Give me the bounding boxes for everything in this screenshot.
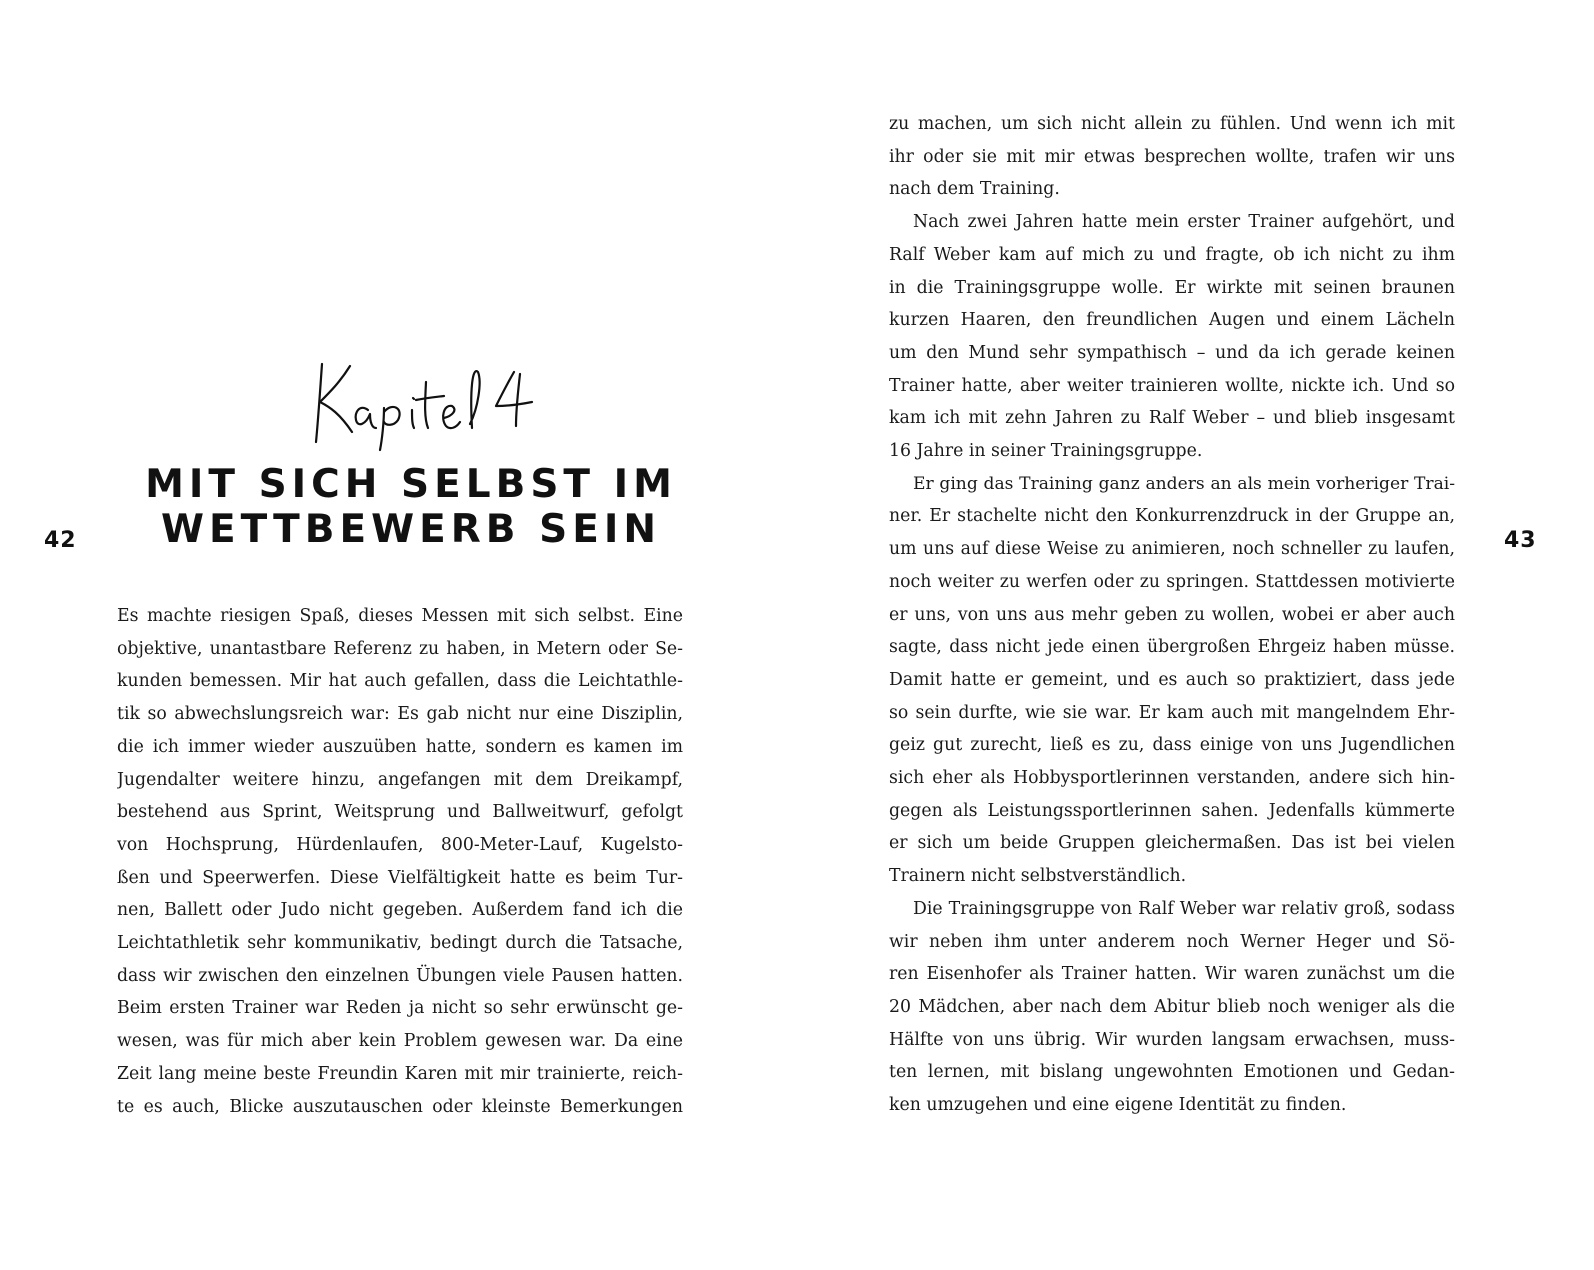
text-line: Jugendalter weitere hinzu, angefangen mit dem Dreikampf, bbox=[117, 769, 683, 790]
page-number-right: 43 bbox=[1504, 528, 1537, 553]
text-line: Er ging das Training ganz anders an als mein vorheriger Trai- bbox=[913, 473, 1455, 494]
text-line: Trainer hatte, aber weiter trainieren wollte, nickte ich. Und so bbox=[889, 375, 1455, 396]
right-page bbox=[797, 0, 1594, 1270]
text-line: Ralf Weber kam auf mich zu und fragte, ob ich nicht zu ihm bbox=[889, 244, 1455, 265]
text-line: Nach zwei Jahren hatte mein erster Trainer aufgehört, und bbox=[913, 212, 1455, 233]
chapter-title-line-1: MIT SICH SELBST IM bbox=[145, 462, 677, 507]
text-line: ken umzugehen und eine eigene Identität zu finden. bbox=[889, 1095, 1347, 1116]
text-line: sagte, dass nicht jede einen übergroßen Ehrgeiz haben müsse. bbox=[889, 637, 1455, 658]
right-body-text bbox=[889, 108, 1455, 1122]
left-body-text bbox=[117, 600, 683, 1123]
text-line: nen, Ballett oder Judo nicht gegeben. Außerdem fand ich die bbox=[117, 900, 683, 921]
text-line: Leichtathletik sehr kommunikativ, bedingt durch die Tatsache, bbox=[117, 933, 683, 954]
text-line: Damit hatte er gemeint, und es auch so praktiziert, dass jede bbox=[889, 669, 1455, 690]
text-line: ren Eisenhofer als Trainer hatten. Wir waren zunächst um die bbox=[889, 964, 1455, 985]
text-line: te es auch, Blicke auszutauschen oder kleinste Bemerkungen bbox=[117, 1096, 683, 1117]
text-line: kunden bemessen. Mir hat auch gefallen, dass die Leichtathle- bbox=[117, 671, 683, 692]
chapter-title-line-2: WETTBEWERB SEIN bbox=[160, 507, 661, 552]
text-line: kam ich mit zehn Jahren zu Ralf Weber – und blieb insgesamt bbox=[889, 408, 1455, 429]
text-line: Beim ersten Trainer war Reden ja nicht so sehr erwünscht ge- bbox=[117, 998, 683, 1019]
text-line: Hälfte von uns übrig. Wir wurden langsam erwachsen, muss- bbox=[889, 1029, 1455, 1050]
chapter-title bbox=[118, 462, 704, 552]
text-line: tik so abwechslungsreich war: Es gab nicht nur eine Disziplin, bbox=[117, 704, 683, 725]
text-line: bestehend aus Sprint, Weitsprung und Ballweitwurf, gefolgt bbox=[117, 802, 683, 823]
chapter-script-lettering bbox=[300, 352, 560, 452]
text-line: Trainern nicht selbstverständlich. bbox=[889, 866, 1187, 887]
text-line: 20 Mädchen, aber nach dem Abitur blieb noch weniger als die bbox=[889, 996, 1455, 1017]
text-line: zu machen, um sich nicht allein zu fühlen. Und wenn ich mit bbox=[889, 114, 1455, 134]
text-line: ihr oder sie mit mir etwas besprechen wollte, trafen wir uns bbox=[889, 146, 1455, 167]
text-line: von Hochsprung, Hürdenlaufen, 800-Meter-Lauf, Kugelsto- bbox=[117, 834, 683, 855]
text-line: ner. Er stachelte nicht den Konkurrenzdruck in der Gruppe an, bbox=[889, 506, 1455, 527]
text-line: sich eher als Hobbysportlerinnen verstanden, andere sich hin- bbox=[889, 768, 1455, 789]
text-line: wir neben ihm unter anderem noch Werner Heger und Sö- bbox=[889, 931, 1455, 952]
text-line: gegen als Leistungssportlerinnen sahen. Jedenfalls kümmerte bbox=[889, 800, 1455, 821]
text-line: so sein durfte, wie sie war. Er kam auch mit mangelndem Ehr- bbox=[889, 702, 1455, 723]
text-line: er uns, von uns aus mehr geben zu wollen, wobei er aber auch bbox=[889, 604, 1455, 625]
text-line: er sich um beide Gruppen gleichermaßen. Das ist bei vielen bbox=[889, 833, 1455, 854]
text-line: ten lernen, mit bislang ungewohnten Emotionen und Gedan- bbox=[889, 1062, 1455, 1083]
text-line: noch weiter zu werfen oder zu springen. Stattdessen motivierte bbox=[889, 571, 1455, 592]
text-line: nach dem Training. bbox=[889, 179, 1060, 200]
text-line: dass wir zwischen den einzelnen Übungen viele Pausen hatten. bbox=[117, 965, 683, 986]
text-line: objektive, unantastbare Referenz zu haben, in Metern oder Se- bbox=[117, 638, 683, 659]
text-line: geiz gut zurecht, ließ es zu, dass einige von uns Jugendlichen bbox=[889, 735, 1455, 756]
page-number-left: 42 bbox=[44, 528, 77, 553]
text-line: Zeit lang meine beste Freundin Karen mit mir trainierte, reich- bbox=[117, 1063, 683, 1084]
text-line: in die Trainingsgruppe wolle. Er wirkte mit seinen braunen bbox=[889, 277, 1455, 298]
text-line: wesen, was für mich aber kein Problem gewesen war. Da eine bbox=[117, 1031, 683, 1052]
text-line: ßen und Speerwerfen. Diese Vielfältigkeit hatte es beim Tur- bbox=[117, 867, 683, 888]
text-line: um den Mund sehr sympathisch – und da ich gerade keinen bbox=[889, 342, 1455, 363]
text-line: Es machte riesigen Spaß, dieses Messen mit sich selbst. Eine bbox=[117, 606, 683, 626]
text-line: Die Trainingsgruppe von Ralf Weber war relativ groß, sodass bbox=[913, 898, 1455, 919]
text-line: die ich immer wieder auszuüben hatte, sondern es kamen im bbox=[117, 736, 683, 757]
text-line: kurzen Haaren, den freundlichen Augen und einem Lächeln bbox=[889, 310, 1455, 331]
text-line: um uns auf diese Weise zu animieren, noch schneller zu laufen, bbox=[889, 539, 1455, 560]
text-line: 16 Jahre in seiner Trainingsgruppe. bbox=[889, 441, 1203, 462]
chapter-label bbox=[300, 352, 560, 452]
